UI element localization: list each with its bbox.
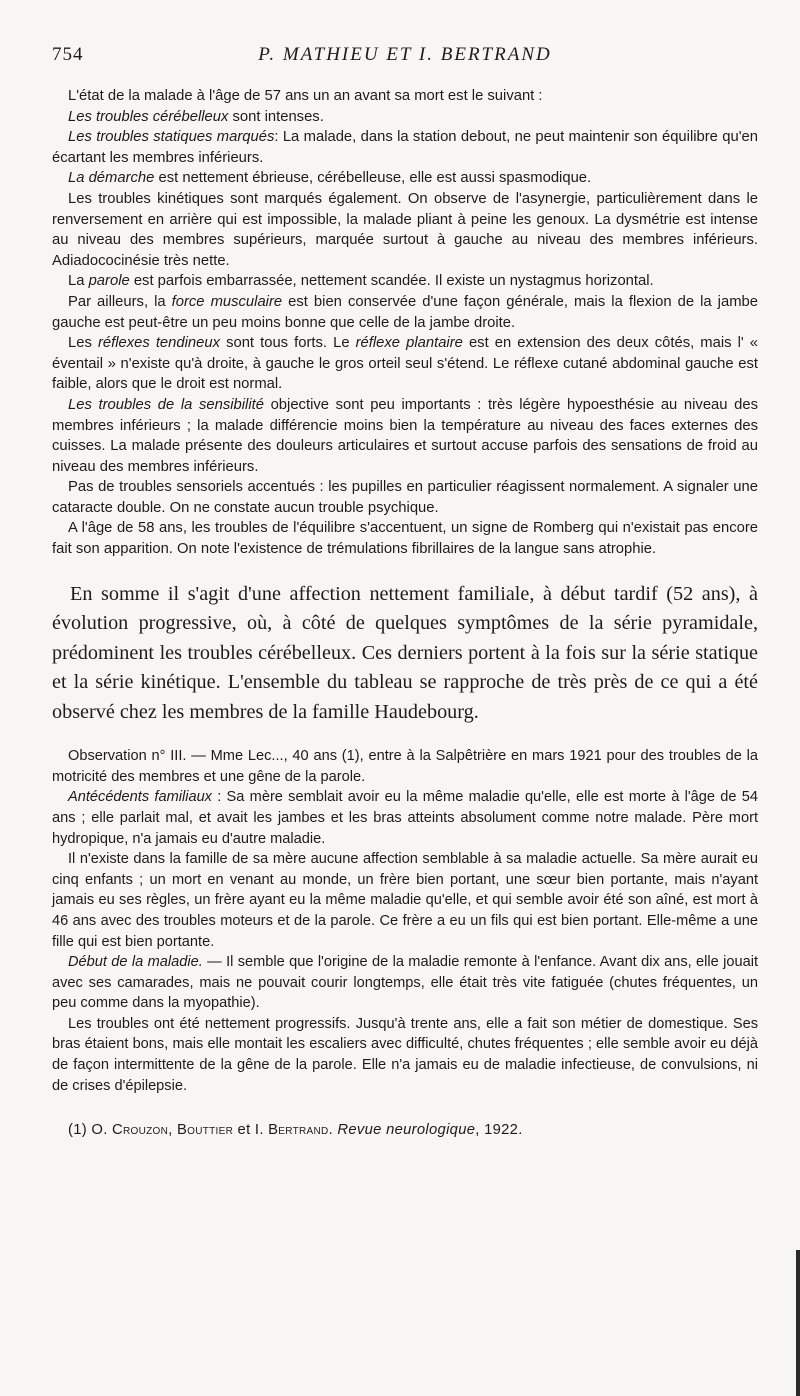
paragraph: Pas de troubles sensoriels accentués : les pupilles en particulier réagissent normalement. A signaler une cataracte double. On ne constate aucun trouble psychique.	[52, 479, 758, 516]
italic-label: force musculaire	[171, 293, 283, 310]
paragraph: Les troubles kinétiques sont marqués également. On observe de l'asynergie, particulièrement dans le renversement en arrière qui est impossible, la malade pliant à peine les genoux. La dysmétrie est intense au niveau des membres supérieurs, marquée surtout à gauche au niveau des membres inférieurs. Adiadococinésie très nette.	[52, 190, 758, 269]
paragraph: Il n'existe dans la famille de sa mère aucune affection semblable à sa maladie actuelle. Sa mère aurait eu cinq enfants ; un mort en venant au monde, un frère bien portant, une sœur bien portante, mais n'ayant jamais eu ses règles, un frère ayant eu la même maladie qu'elle, et qui semble avoir été son aîné, est mort à 46 ans avec des troubles moteurs et de la parole. Ce frère a eu un fils qui est bien portant. Elle-même a une fille qui est bien portante.	[52, 851, 758, 950]
footnote-author: Bertrand	[268, 1122, 329, 1139]
italic-label: Les troubles cérébelleux	[68, 108, 229, 125]
italic-label: Début de la maladie.	[68, 954, 203, 971]
footnote-text: et I.	[233, 1122, 269, 1139]
paragraph: A l'âge de 58 ans, les troubles de l'équilibre s'accentuent, un signe de Romberg qui n'existait pas encore fait son apparition. On note l'existence de trémulations fibrillaires de la langue sans atrophie.	[52, 520, 758, 558]
italic-label: parole	[88, 273, 130, 290]
summary-paragraph: En somme il s'agit d'une affection nettement familiale, à début tardif (52 ans), à évolution progressive, où, à côté de quelques symptômes de la série pyramidale, prédominent les troubles cérébelleux. Ces derniers portent à la fois sur la série statique et la série kinétique. L'ensemble du tableau se rapproche de très près de ce qui a été observé chez les membres de la famille Haudebourg.	[52, 582, 758, 723]
paragraph-text: La	[68, 273, 89, 290]
paragraph	[52, 168, 758, 189]
italic-label: La démarche	[68, 170, 155, 187]
paragraph-text: est parfois embarrassée, nettement scandée. Il existe un nystagmus horizontal.	[129, 273, 654, 290]
paragraph	[52, 127, 758, 168]
page	[52, 44, 758, 1138]
paragraph-text: Les	[68, 335, 98, 352]
paragraph	[52, 395, 758, 477]
paragraph	[52, 787, 758, 849]
clinical-state-section	[52, 86, 758, 560]
summary-section	[52, 580, 758, 728]
paragraph-text: : La malade, dans la station debout, ne peut maintenir son équilibre qu'en écartant les membres inférieurs.	[52, 129, 759, 166]
italic-label: réflexe plantaire	[355, 335, 463, 352]
page-header	[52, 44, 758, 70]
footnote-text: .	[328, 1122, 338, 1139]
italic-label: Les troubles statiques marqués	[68, 129, 275, 146]
paragraph-text: — Il semble que l'origine de la maladie remonte à l'enfance. Avant dix ans, elle jouait avec ses camarades, mais ne pouvait courir longtemps, elle était très vite fatiguée (chutes fréquentes, un peu comme dans la myopathie).	[52, 954, 758, 1012]
page-number: 754	[52, 44, 84, 65]
paragraph	[52, 292, 758, 333]
paragraph: Les troubles ont été nettement progressifs. Jusqu'à trente ans, elle a fait son métier de domestique. Ses bras étaient bons, mais elle montait les escaliers avec difficulté, chutes fréquentes ; elle semble avoir eu déjà de façon intermittente de la gêne de la parole. Elle n'a jamais eu de maladie infectieuse, de convulsions, ni de crises d'épilepsie.	[52, 1015, 758, 1094]
paragraph-text: est en extension des deux côtés, mais l' « éventail » n'existe qu'à droite, à gauche le gros orteil seul s'étend. Le réflexe cutané abdominal gauche est faible, alors que le droit est normal.	[52, 335, 759, 393]
paragraph	[52, 333, 758, 395]
italic-label: Antécédents familiaux	[68, 789, 212, 806]
footnote-text: , 1922.	[475, 1122, 523, 1139]
paragraph: L'état de la malade à l'âge de 57 ans un an avant sa mort est le suivant :	[68, 88, 543, 104]
paragraph-text: : Sa mère semblait avoir eu la même maladie qu'elle, elle est morte à l'âge de 54 ans ; elle parlait mal, et avait les jambes et les bras atteints absolument comme notre malade. Père mort hydropique, n'a jamais eu d'autre maladie.	[52, 789, 758, 847]
paragraph: Observation n° III. — Mme Lec..., 40 ans (1), entre à la Salpêtrière en mars 1921 pour des troubles de la motricité des membres et une gêne de la parole.	[52, 748, 758, 785]
paragraph	[52, 952, 758, 1014]
footnote	[52, 1122, 758, 1138]
paragraph-text: sont intenses.	[228, 108, 324, 125]
scan-edge-mark	[796, 1250, 800, 1396]
paragraph-text: objective sont peu importants : très légère hypoesthésie au niveau des membres inférieurs ; la malade différencie moins bien la température au niveau des faces externes des cuisses. La malade présente des douleurs articulaires et surtout accuse parfois des sensations de froid au niveau des membres inférieurs.	[52, 396, 758, 475]
paragraph-text: est bien conservée d'une façon générale, mais la flexion de la jambe gauche est peut-être un peu moins bonne que celle de la jambe droite.	[52, 293, 758, 331]
running-title: P. MATHIEU ET I. BERTRAND	[258, 44, 552, 65]
footnote-authors: Crouzon, Bouttier	[112, 1122, 234, 1139]
paragraph	[52, 107, 758, 128]
footnote-text: (1) O.	[68, 1122, 113, 1139]
italic-label: Les troubles de la sensibilité	[68, 396, 264, 413]
paragraph-text: sont tous forts. Le	[220, 335, 356, 352]
paragraph	[52, 271, 758, 292]
paragraph-text: Par ailleurs, la	[68, 293, 172, 310]
observation-section	[52, 746, 758, 1096]
italic-label: réflexes tendineux	[97, 335, 220, 352]
footnote-journal: Revue neurologique	[337, 1122, 476, 1139]
paragraph-text: est nettement ébrieuse, cérébelleuse, elle est aussi spasmodique.	[154, 170, 592, 187]
